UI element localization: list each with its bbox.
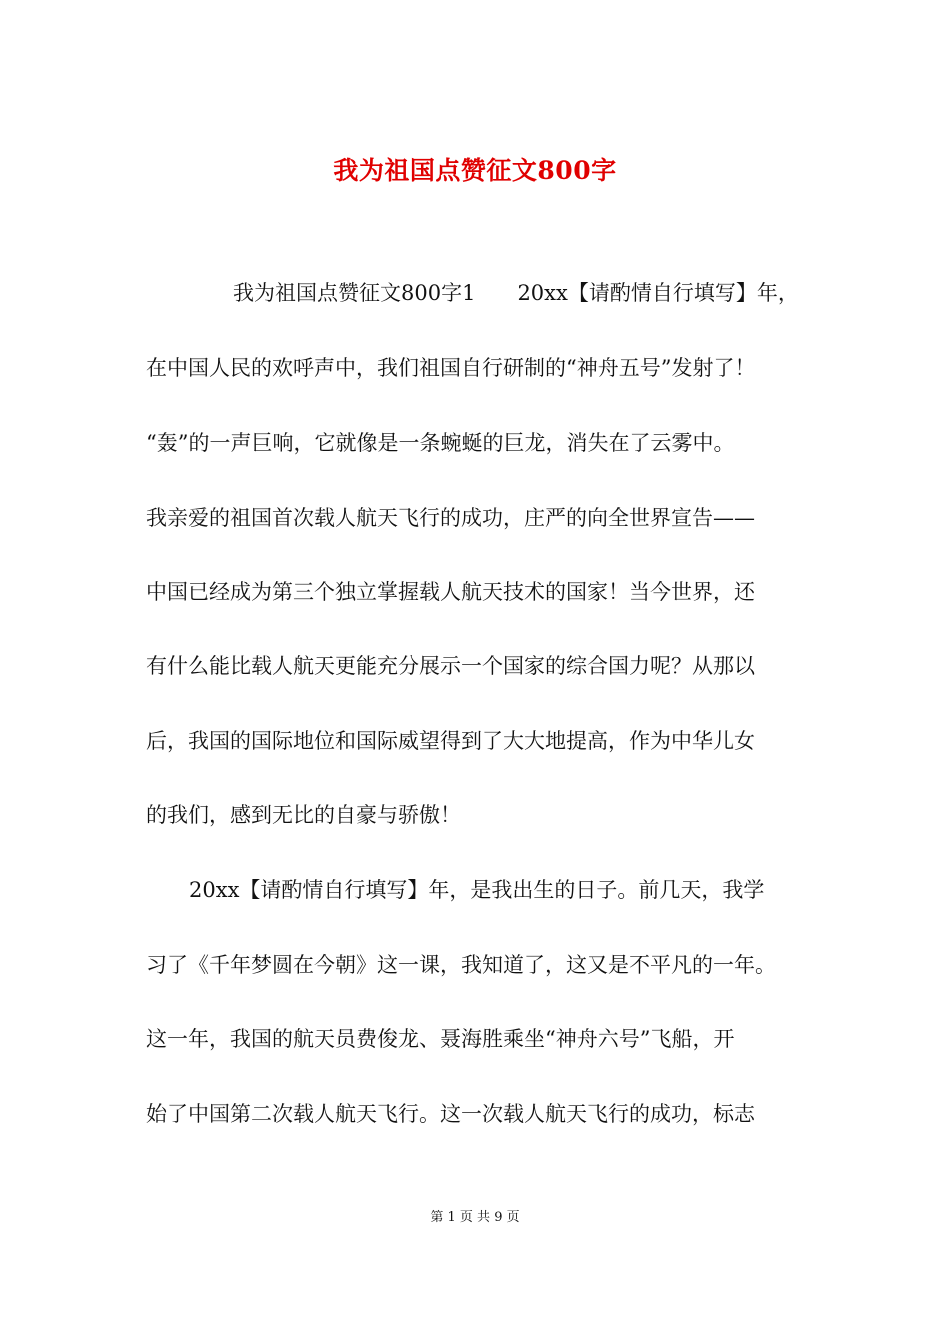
text-line-11: 这一年，我国的航天员费俊龙、聂海胜乘坐“神舟六号”飞船，开 bbox=[146, 1027, 735, 1051]
text-line-6: 有什么能比载人航天更能充分展示一个国家的综合国力呢？从那以 bbox=[146, 654, 755, 678]
page-title: 我为祖国点赞征文800字 bbox=[333, 155, 617, 185]
text-line-12: 始了中国第二次载人航天飞行。这一次载人航天飞行的成功，标志 bbox=[146, 1102, 755, 1126]
page-number: 第 1 页 共 9 页 bbox=[430, 1210, 520, 1225]
text-line-5: 中国已经成为第三个独立掌握载人航天技术的国家！当今世界，还 bbox=[146, 580, 755, 604]
text-line-2: 在中国人民的欢呼声中，我们祖国自行研制的“神舟五号”发射了！ bbox=[146, 356, 756, 380]
page-footer bbox=[0, 1209, 950, 1227]
text-line-1: 我为祖国点赞征文800字1 20xx【请酌情自行填写】年， bbox=[233, 281, 799, 305]
text-line-7: 后，我国的国际地位和国际威望得到了大大地提高，作为中华儿女 bbox=[146, 729, 755, 753]
text-line-9: 20xx【请酌情自行填写】年，是我出生的日子。前几天，我学 bbox=[189, 878, 765, 902]
text-line-4: 我亲爱的祖国首次载人航天飞行的成功，庄严的向全世界宣告—— bbox=[146, 506, 755, 530]
text-line-10: 习了《千年梦圆在今朝》这一课，我知道了，这又是不平凡的一年。 bbox=[146, 953, 776, 977]
text-line-3: “轰”的一声巨响，它就像是一条蜿蜒的巨龙，消失在了云雾中。 bbox=[146, 431, 735, 455]
text-line-8: 的我们，感到无比的自豪与骄傲！ bbox=[146, 803, 461, 827]
